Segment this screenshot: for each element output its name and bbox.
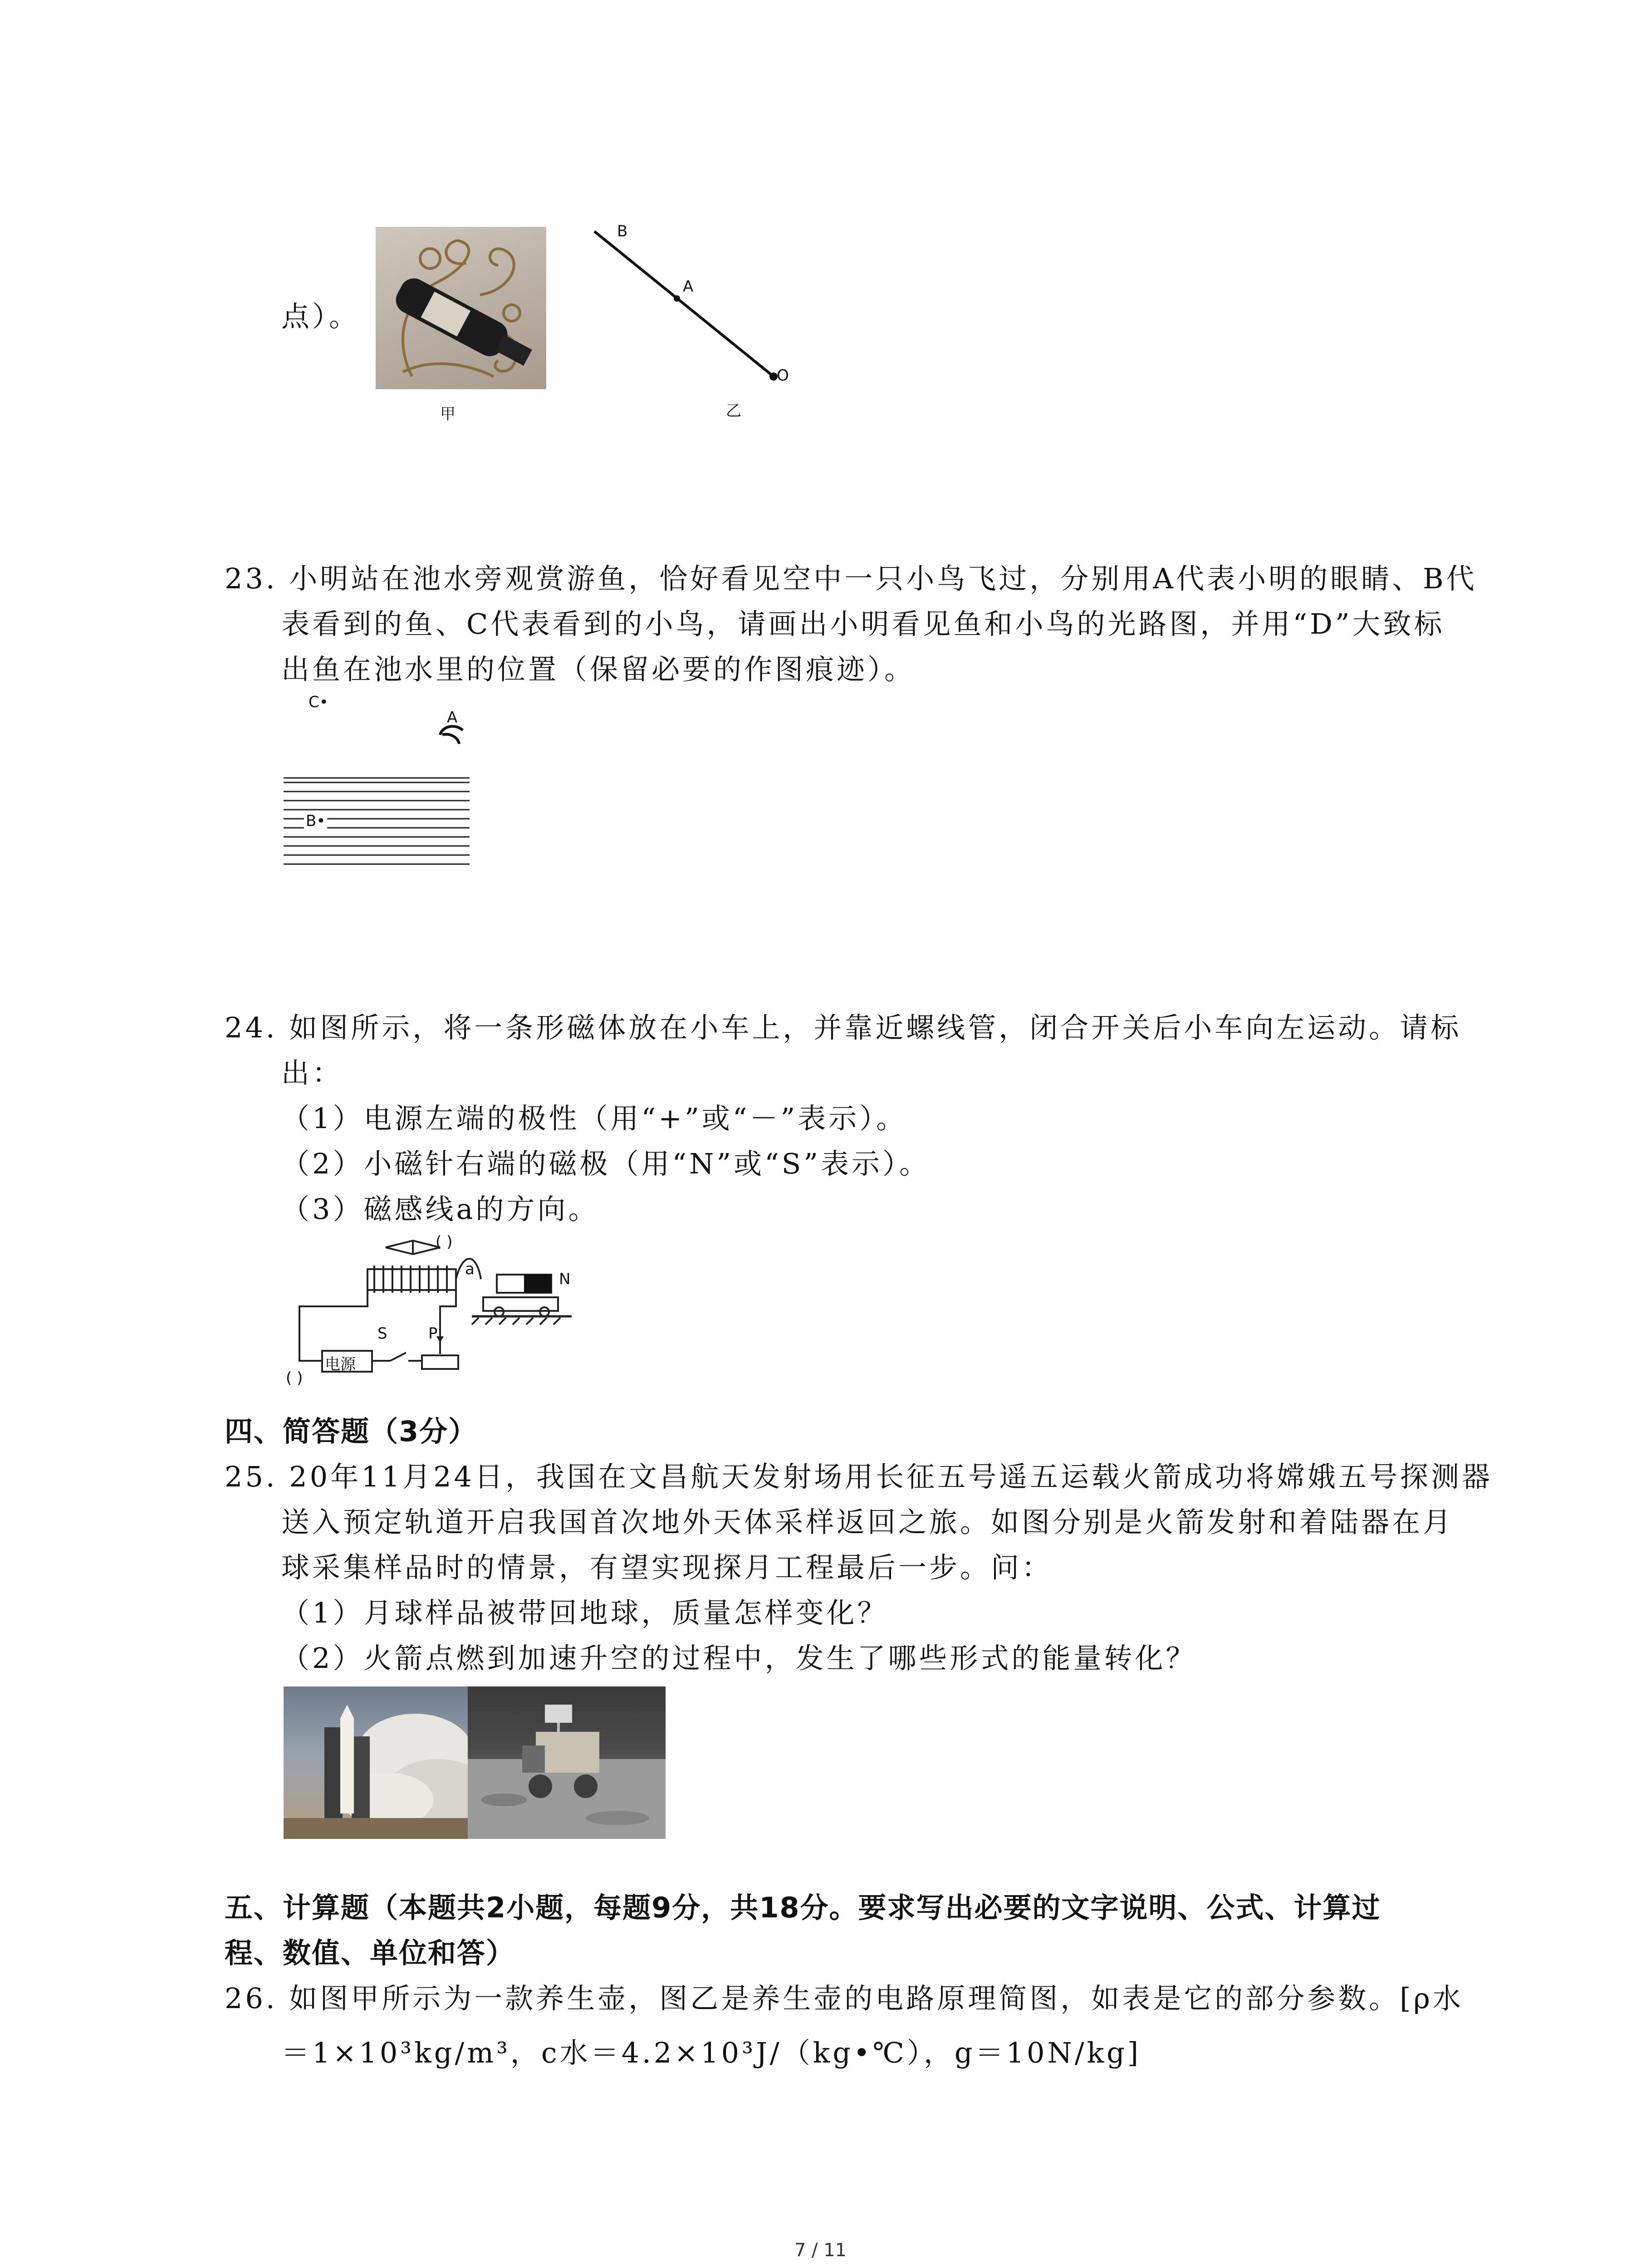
q26-line-1: 26. 如图甲所示为一款养生壶，图乙是养生壶的电路原理简图，如表是它的部分参数。[ρ水 <box>225 1982 1464 2015</box>
q24-line-2: 出： <box>281 1056 343 1090</box>
point-o-label: O <box>777 367 789 385</box>
q24-item-3: （3）磁感线a的方向。 <box>281 1193 599 1226</box>
q23-line-1: 23. 小明站在池水旁观赏游鱼，恰好看见空中一只小鸟飞过，分别用A代表小明的眼睛、B代 <box>225 562 1477 595</box>
q25-line-1: 25. 20年11月24日，我国在文昌航天发射场用长征五号遥五运载火箭成功将嫦娥五号探测器 <box>225 1460 1493 1493</box>
q24-item-2: （2）小磁针右端的磁极（用“N”或“S”表示）。 <box>281 1147 930 1180</box>
magnet-n-label: N <box>559 1270 571 1288</box>
q22-tail-text: 点）。 <box>281 300 360 333</box>
lunar-lander-photo <box>468 1686 666 1839</box>
point-b-label: B <box>617 222 628 240</box>
q24-item-1: （1）电源左端的极性（用“+”或“－”表示）。 <box>281 1102 907 1135</box>
switch-s-label: S <box>377 1325 387 1343</box>
rocket-launch-photo <box>284 1686 468 1839</box>
page-number: 7 / 11 <box>794 2240 847 2261</box>
q23-line-3: 出鱼在池水里的位置（保留必要的作图痕迹）。 <box>281 653 916 686</box>
point-c-label: C• <box>309 693 328 711</box>
q25-line-2: 送入预定轨道开启我国首次地外天体采样返回之旅。如图分别是火箭发射和着陆器在月 <box>281 1505 1454 1539</box>
power-pole-blank: ( ) <box>286 1369 303 1387</box>
q23-line-2: 表看到的鱼、C代表看到的小鸟，请画出小明看见鱼和小鸟的光路图，并用“D”大致标 <box>281 607 1445 640</box>
fish-b-label: B• <box>304 812 327 830</box>
slider-p-label: P <box>428 1325 438 1343</box>
q25-item-1: （1）月球样品被带回地球，质量怎样变化？ <box>281 1596 888 1629</box>
q25-line-3: 球采集样品时的情景，有望实现探月工程最后一步。问： <box>281 1551 1053 1584</box>
ray-diagram-yi <box>581 222 798 413</box>
q26-line-2: ＝1×10³kg/m³，c水＝4.2×10³J/（kg•℃），g＝10N/kg] <box>281 2036 1141 2069</box>
fig-yi-label: 乙 <box>726 402 741 420</box>
section-5-title-line-2: 程、数值、单位和答） <box>225 1936 515 1970</box>
point-a-label: A <box>683 278 694 296</box>
wine-rack-photo <box>376 227 546 389</box>
power-source-label: 电源 <box>325 1355 356 1374</box>
section-5-title-line-1: 五、计算题（本题共2小题，每题9分，共18分。要求写出必要的文字说明、公式、计算过 <box>225 1891 1381 1924</box>
q24-line-1: 24. 如图所示，将一条形磁体放在小车上，并靠近螺线管，闭合开关后小车向左运动。请标 <box>225 1011 1462 1044</box>
eye-a-label: A <box>447 709 458 727</box>
fig-jia-label: 甲 <box>440 405 456 423</box>
section-4-title: 四、简答题（3分） <box>225 1415 478 1448</box>
q25-item-2: （2）火箭点燃到加速升空的过程中，发生了哪些形式的能量转化？ <box>281 1642 1197 1675</box>
compass-pole-blank: ( ) <box>436 1233 453 1251</box>
field-line-a-label: a <box>465 1260 475 1278</box>
